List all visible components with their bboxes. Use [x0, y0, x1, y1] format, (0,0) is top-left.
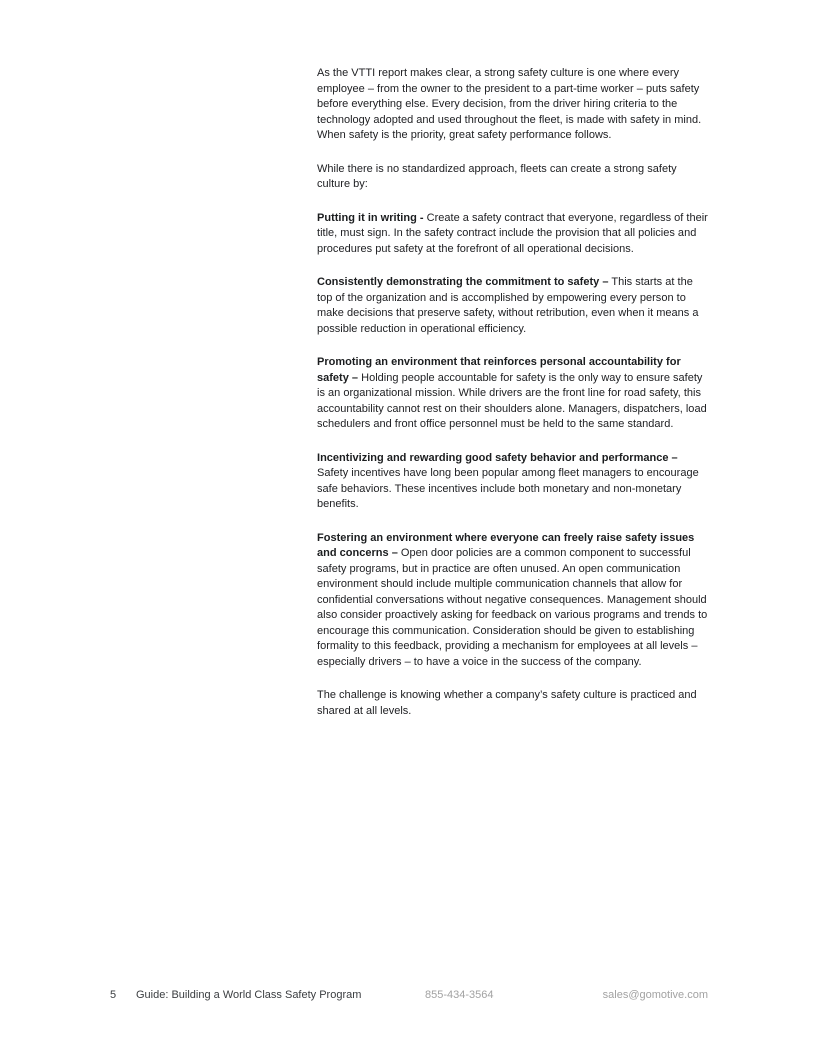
paragraph — [317, 688, 709, 719]
paragraph-text: As the VTTI report makes clear, a strong safety culture is one where every employee – from the owner to the president to a part-time worker – puts safety before everything else. Every decision, from the driver hiring criteria to the technology adopted and used throughout the fleet, is made with safety in mind. When safety is the priority, great safety performance follows. — [317, 67, 702, 141]
paragraph-lead-in: Incentivizing and rewarding good safety behavior and performance – — [317, 451, 678, 464]
footer-page-number: 5 — [110, 989, 117, 1001]
paragraph — [317, 66, 709, 144]
paragraph-text: This starts at the top of the organization and is accomplished by empowering every person to make decisions that preserve safety, without retribution, even when it means a possible reduction in operational efficiency. — [317, 276, 699, 335]
paragraph-lead-in: Fostering an environment where everyone can freely raise safety issues and concerns – — [317, 531, 695, 559]
paragraph — [317, 162, 709, 193]
paragraph — [317, 451, 709, 513]
paragraph-text: Safety incentives have long been popular among fleet managers to encourage safe behaviors. These incentives include both monetary and non-monetary benefits. — [317, 467, 699, 510]
paragraph — [317, 211, 709, 258]
paragraph-text: Create a safety contract that everyone, regardless of their title, must sign. In the safety contract include the provision that all policies and procedures put safety at the forefront of all operational decisions. — [317, 211, 708, 255]
footer-phone-number: 855-434-3564 — [425, 989, 494, 1001]
paragraph-text: Open door policies are a common component to successful safety programs, but in practice are often unused. An open communication environment should include multiple communication channels that allow for confidential conversations without negative consequences. Management should also consider proactively asking for feedback on various programs and trends to encourage this communication. Consideration should be given to establishing formality to this feedback, providing a mechanism for employees at all levels – especially drivers – to have a voice in the success of the company. — [317, 547, 708, 668]
paragraph-text: The challenge is knowing whether a company’s safety culture is practiced and shared at all levels. — [317, 689, 697, 717]
paragraph — [317, 355, 709, 433]
paragraph-text: Holding people accountable for safety is the only way to ensure safety is an organizational mission. While drivers are the front line for road safety, this accountability cannot rest on their shoulders alone. Managers, dispatchers, load schedulers and front office personnel must be held to the same standard. — [317, 371, 707, 430]
paragraph — [317, 531, 709, 671]
body-text-column — [317, 66, 709, 737]
footer-document-title: Guide: Building a World Class Safety Program — [136, 989, 362, 1001]
paragraph-lead-in: Promoting an environment that reinforces personal accountability for safety – — [317, 356, 681, 384]
paragraph — [317, 275, 709, 337]
footer-email-address: sales@gomotive.com — [602, 989, 708, 1001]
paragraph-lead-in: Consistently demonstrating the commitment to safety – — [317, 276, 609, 288]
paragraph-lead-in: Putting it in writing - — [317, 211, 424, 224]
paragraph-text: While there is no standardized approach, fleets can create a strong safety culture by: — [317, 162, 677, 190]
